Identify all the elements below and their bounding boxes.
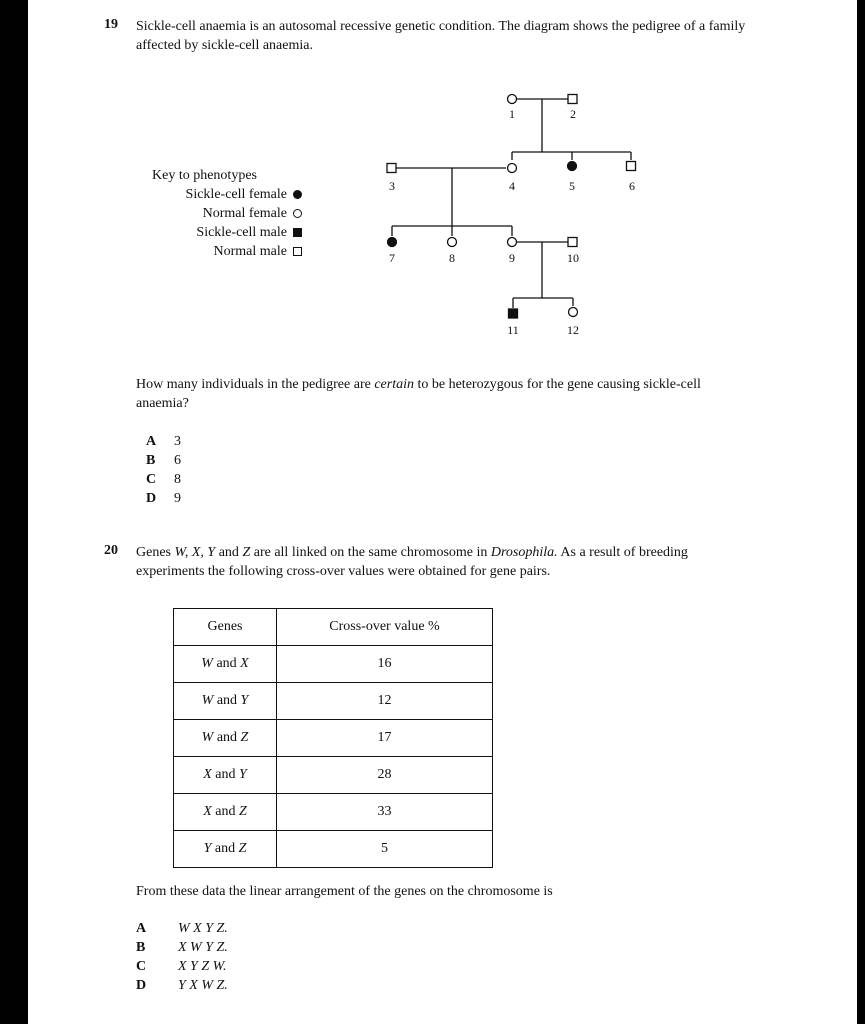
q19-question-part: to be heterozygous for the gene causing sickle-cell anaemia? <box>136 377 701 411</box>
q19-question <box>136 375 716 413</box>
q20-option-b[interactable] <box>136 938 228 957</box>
key-label: Sickle-cell female <box>185 187 287 202</box>
table-row <box>174 831 493 868</box>
label-6: 6 <box>629 179 635 193</box>
header-genes: Genes <box>174 609 277 646</box>
q20-intro-genes: Z <box>242 545 251 560</box>
individual-10-normal-male <box>568 238 577 247</box>
gene-b: Y <box>238 767 247 782</box>
q19-option-a[interactable] <box>146 432 181 451</box>
header-crossover: Cross-over value % <box>277 609 493 646</box>
pedigree-lines <box>392 99 631 308</box>
gene-pair <box>174 794 277 831</box>
individual-11-sickle-male <box>509 309 518 318</box>
gene-a: W <box>201 730 214 745</box>
table-row <box>174 683 493 720</box>
individual-12-normal-female <box>569 308 578 317</box>
q20-question: From these data the linear arrangement of the genes on the chromosome is <box>136 884 553 899</box>
q19-option-c[interactable] <box>146 470 181 489</box>
key-title: Key to phenotypes <box>152 168 257 183</box>
q20-number: 20 <box>104 543 118 558</box>
gene-pair <box>174 720 277 757</box>
label-8: 8 <box>449 251 455 265</box>
option-letter: A <box>146 434 157 449</box>
gene-pair <box>174 646 277 683</box>
key-label: Normal female <box>202 206 287 221</box>
individual-8-normal-female <box>448 238 457 247</box>
individual-1-normal-female <box>508 95 517 104</box>
label-3: 3 <box>389 179 395 193</box>
option-value: X W Y Z. <box>178 940 228 955</box>
gene-and: and <box>214 841 236 856</box>
crossover-value: 17 <box>277 720 493 757</box>
label-12: 12 <box>567 323 579 337</box>
table-row <box>174 646 493 683</box>
label-4: 4 <box>509 179 515 193</box>
gene-b: Z <box>240 730 249 745</box>
label-11: 11 <box>507 323 519 337</box>
q20-intro-part: Genes <box>136 545 175 560</box>
label-9: 9 <box>509 251 515 265</box>
q20-option-a[interactable] <box>136 919 228 938</box>
table-row <box>174 757 493 794</box>
gene-pair <box>174 831 277 868</box>
gene-b: X <box>240 656 249 671</box>
option-letter: B <box>136 940 146 955</box>
option-value: X Y Z W. <box>178 959 227 974</box>
q20-option-d[interactable] <box>136 976 228 995</box>
option-letter: D <box>146 491 157 506</box>
gene-and: and <box>216 730 238 745</box>
option-letter: C <box>136 959 147 974</box>
gene-a: Y <box>203 841 212 856</box>
table-row <box>174 794 493 831</box>
gene-and: and <box>216 656 237 671</box>
key-label: Normal male <box>213 244 287 259</box>
q20-option-c[interactable] <box>136 957 228 976</box>
label-5: 5 <box>569 179 575 193</box>
label-1: 1 <box>509 107 515 121</box>
q19-intro: Sickle-cell anaemia is an autosomal recessive genetic condition. The diagram shows the pedigree of a family affected by sickle-cell anaemia. <box>136 19 746 53</box>
option-value: 6 <box>174 453 181 468</box>
q19-option-d[interactable] <box>146 489 181 508</box>
individual-5-sickle-female <box>568 162 577 171</box>
q20-intro-organism: Drosophila. <box>490 545 558 560</box>
crossover-value: 33 <box>277 794 493 831</box>
q20-intro-part: and <box>215 545 243 560</box>
crossover-table <box>173 608 493 868</box>
option-letter: A <box>136 921 147 936</box>
option-value: W X Y Z. <box>178 921 228 936</box>
q20-intro-part: are all linked on the same chromosome in <box>250 545 491 560</box>
pedigree-diagram <box>28 0 857 360</box>
q19-number: 19 <box>104 17 118 32</box>
q19-question-part: How many individuals in the pedigree are <box>136 377 375 392</box>
gene-and: and <box>216 693 238 708</box>
table-row <box>174 720 493 757</box>
q19-option-b[interactable] <box>146 451 181 470</box>
q20-intro <box>136 543 741 581</box>
gene-b: Y <box>240 693 249 708</box>
gene-a: W <box>201 693 214 708</box>
individual-4-normal-female <box>508 164 517 173</box>
gene-a: X <box>203 804 212 819</box>
option-letter: C <box>146 472 157 487</box>
option-value: 8 <box>174 472 181 487</box>
option-letter: D <box>136 978 147 993</box>
option-value: 9 <box>174 491 181 506</box>
gene-pair <box>174 683 277 720</box>
individual-3-normal-male <box>387 164 396 173</box>
exam-page <box>28 0 857 1024</box>
gene-and: and <box>215 767 236 782</box>
individual-6-normal-male <box>627 162 636 171</box>
option-value: Y X W Z. <box>178 978 228 993</box>
crossover-value: 16 <box>277 646 493 683</box>
gene-pair <box>174 757 277 794</box>
option-value: 3 <box>174 434 181 449</box>
gene-b: Z <box>238 804 247 819</box>
q19-options <box>146 432 181 508</box>
crossover-value: 12 <box>277 683 493 720</box>
gene-a: X <box>203 767 212 782</box>
q20-options <box>136 919 228 995</box>
label-10: 10 <box>567 251 579 265</box>
label-2: 2 <box>570 107 576 121</box>
individual-7-sickle-female <box>388 238 397 247</box>
option-letter: B <box>146 453 156 468</box>
crossover-value: 28 <box>277 757 493 794</box>
gene-and: and <box>215 804 236 819</box>
label-7: 7 <box>389 251 395 265</box>
individual-9-normal-female <box>508 238 517 247</box>
gene-a: W <box>201 656 213 671</box>
table-header-row <box>174 609 493 646</box>
q20-intro-part: As a result of breeding experiments the following cross-over values were obtained for gene pairs. <box>136 545 688 579</box>
q19-question-emphasis: certain <box>374 377 414 392</box>
gene-b: Z <box>238 841 247 856</box>
crossover-value: 5 <box>277 831 493 868</box>
key-label: Sickle-cell male <box>196 225 287 240</box>
q20-intro-genes: W, X, Y <box>174 545 216 560</box>
individual-2-normal-male <box>568 95 577 104</box>
